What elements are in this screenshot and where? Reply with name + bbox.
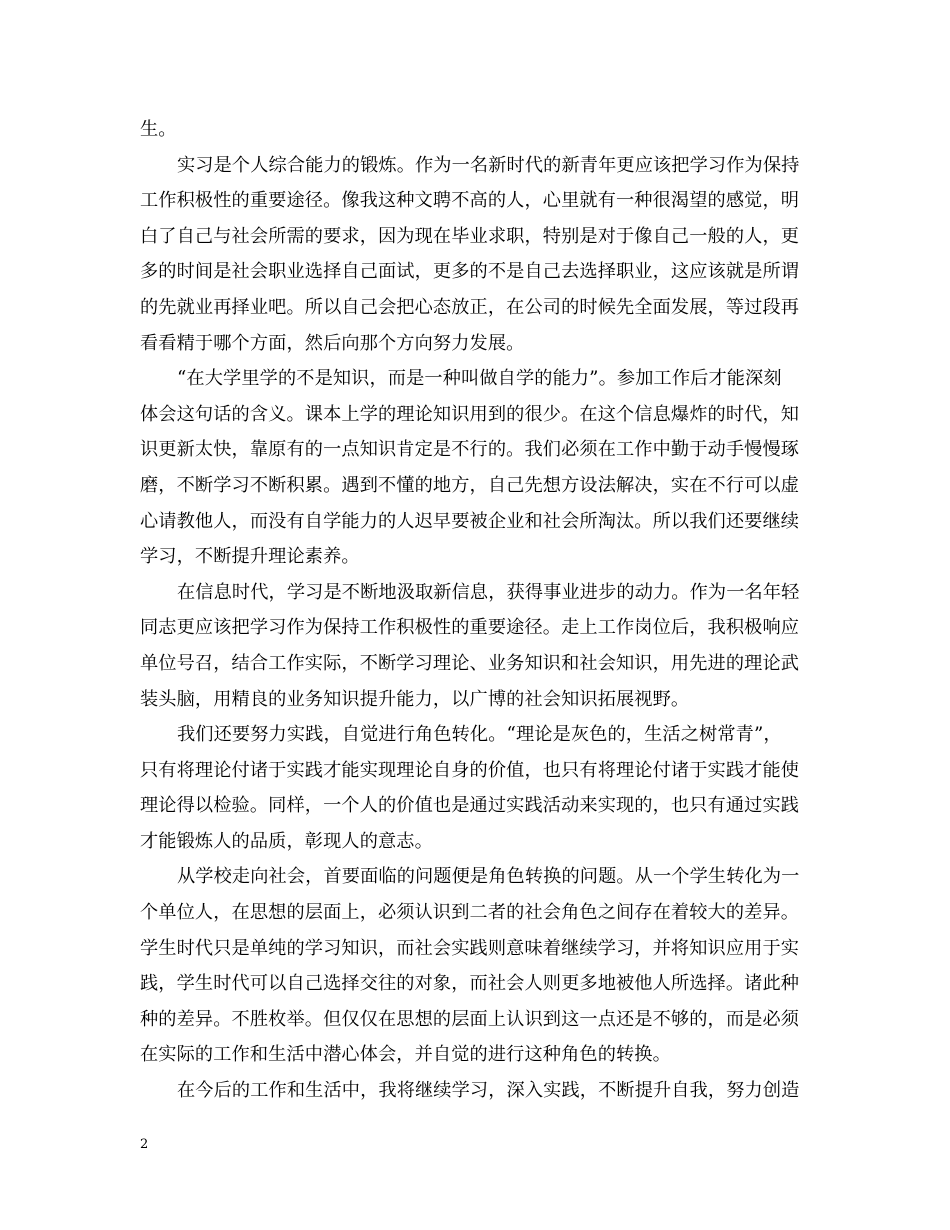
body-text [140,112,812,1109]
text-line: 实习是个人综合能力的锻炼。作为一名新时代的新青年更应该把学习作为保持 [177,154,800,176]
text-line: 单位号召，结合工作实际，不断学习理论、业务知识和社会知识，用先进的理论武 [140,652,800,674]
text-line: 装头脑，用精良的业务知识提升能力，以广博的社会知识拓展视野。 [140,688,690,710]
text-line: 同志更应该把学习作为保持工作积极性的重要途径。走上工作岗位后，我积极响应 [140,617,800,639]
text-line: “在大学里学的不是知识，而是一种叫做自学的能力”。参加工作后才能深刻 [177,368,782,390]
text-line: 心请教他人，而没有自学能力的人迟早要被企业和社会所淘汰。所以我们还要继续 [140,510,800,532]
text-line: 从学校走向社会，首要面临的问题便是角色转换的问题。从一个学生转化为一 [177,866,800,888]
text-line: 才能锻炼人的品质，彰现人的意志。 [140,830,433,852]
text-line: 工作积极性的重要途径。像我这种文聘不高的人，心里就有一种很渴望的感觉，明 [140,190,800,212]
text-line: 学习，不断提升理论素养。 [140,546,360,568]
text-line: 践，学生时代可以自己选择交往的对象，而社会人则更多地被他人所选择。诸此种 [140,973,800,995]
text-line: 在信息时代，学习是不断地汲取新信息，获得事业进步的动力。作为一名年轻 [177,581,800,603]
text-line: 看看精于哪个方面，然后向那个方向努力发展。 [140,332,525,354]
text-line: 在实际的工作和生活中潜心体会，并自觉的进行这种角色的转换。 [140,1044,671,1066]
text-line: 识更新太快，靠原有的一点知识肯定是不行的。我们必须在工作中勤于动手慢慢琢 [140,439,800,461]
text-line: 磨，不断学习不断积累。遇到不懂的地方，自己先想方设法解决，实在不行可以虚 [140,474,800,496]
text-line: 种的差异。不胜枚举。但仅仅在思想的层面上认识到这一点还是不够的，而是必须 [140,1008,800,1030]
page-number: 2 [140,1137,149,1152]
text-line: 学生时代只是单纯的学习知识，而社会实践则意味着继续学习，并将知识应用于实 [140,937,800,959]
text-line: 多的时间是社会职业选择自己面试，更多的不是自己去选择职业，这应该就是所谓 [140,261,800,283]
text-line: 在今后的工作和生活中，我将继续学习，深入实践，不断提升自我，努力创造 [177,1080,800,1102]
text-line: 白了自己与社会所需的要求，因为现在毕业求职，特别是对于像自己一般的人，更 [140,225,800,247]
text-line: 生。 [140,119,177,140]
text-line: 的先就业再择业吧。所以自己会把心态放正，在公司的时候先全面发展，等过段再 [140,296,800,318]
text-line: 我们还要努力实践，自觉进行角色转化。“理论是灰色的，生活之树常青”， [177,724,782,746]
text-line: 体会这句话的含义。课本上学的理论知识用到的很少。在这个信息爆炸的时代，知 [140,403,800,425]
text-line: 只有将理论付诸于实践才能实现理论自身的价值，也只有将理论付诸于实践才能使 [140,759,800,781]
text-line: 理论得以检验。同样，一个人的价值也是通过实践活动来实现的，也只有通过实践 [140,795,800,817]
text-line: 个单位人，在思想的层面上，必须认识到二者的社会角色之间存在着较大的差异。 [140,902,800,924]
